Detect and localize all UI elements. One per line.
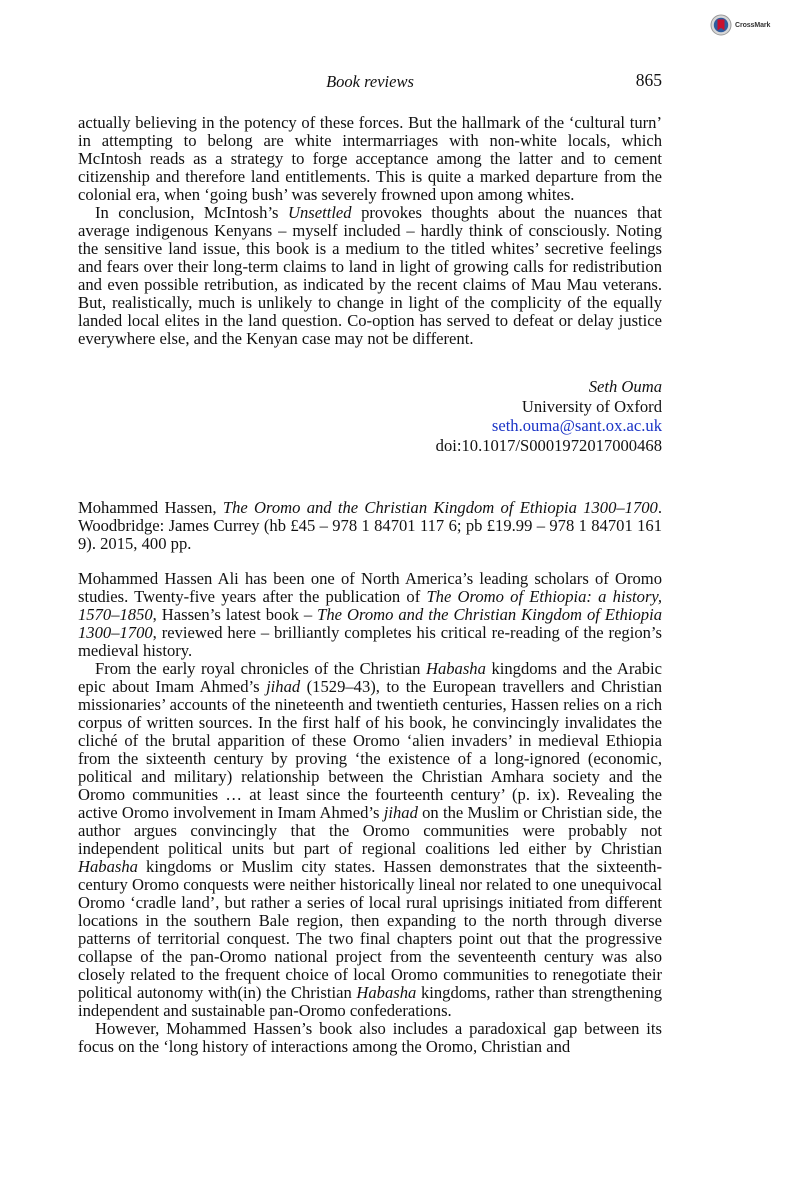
italic-run: Habasha	[78, 857, 138, 876]
reviewer-name: Seth Ouma	[588, 377, 662, 396]
review-2-paragraph-2	[78, 660, 662, 1020]
review-doi: doi:10.1017/S0001972017000468	[435, 435, 662, 455]
crossmark-icon	[710, 14, 732, 36]
text-run: In conclusion, McIntosh’s	[95, 203, 288, 222]
text-run: (1529–43), to the European travellers and Christian missionaries’ accounts of the nineteenth and twentieth centuries, Hassen relies on a rich corpus of written sources. In the first half of his book, he convincingly invalidates the cliché of the brutal apparition of these Oromo ‘alien invaders’ in medieval Ethiopia from the sixteenth century by proving ‘the existence of a long-ignored (economic, political and military) relationship between the Christian Amhara society and the Oromo communities … at least since the fourteenth century’ (p. ix). Revealing the active Oromo involvement in Imam Ahmed’s	[78, 677, 662, 822]
text-run: , Hassen’s latest book –	[152, 605, 318, 624]
review-2-paragraph-3: However, Mohammed Hassen’s book also includes a paradoxical gap between its focus on the ‘long history of interactions among the Oromo, Christian and	[78, 1019, 662, 1056]
italic-run: The Oromo and the Christian Kingdom of Ethiopia 1300–1700	[78, 605, 662, 642]
text-run: kingdoms and the Arabic epic about Imam Ahmed’s	[78, 659, 662, 696]
reviewer-affiliation: University of Oxford	[521, 396, 662, 416]
review-2-paragraph-1	[78, 570, 662, 660]
text-run: Mohammed Hassen Ali has been one of North America’s leading scholars of Oromo studies. Twenty-five years after the publication of	[78, 569, 662, 606]
italic-run: jihad	[266, 677, 301, 696]
text-run: , reviewed here – brilliantly completes his critical re-reading of the region’s medieval history.	[78, 623, 662, 660]
citation-title: The Oromo and the Christian Kingdom of Ethiopia 1300–1700	[222, 498, 658, 517]
review-1-paragraph-2	[78, 204, 662, 348]
citation-details: . Woodbridge: James Currey (hb £45 – 978 1 84701 117 6; pb £19.99 – 978 1 84701 161 9). 2015, 400 pp.	[78, 498, 663, 553]
italic-run: jihad	[383, 803, 418, 822]
italic-run: The Oromo of Ethiopia: a history, 1570–1850	[78, 587, 662, 624]
italic-run: Habasha	[425, 659, 486, 678]
text-run: on the Muslim or Christian side, the author argues convincingly that the Oromo communities were probably not independent political units but part of regional coalitions led either by Christian	[78, 803, 662, 858]
page-number: 865	[635, 70, 662, 90]
reviewer-email-link[interactable]: seth.ouma@sant.ox.ac.uk	[491, 416, 662, 435]
reviewer-signature	[436, 377, 662, 455]
running-title: Book reviews	[326, 72, 414, 91]
book-citation	[78, 499, 662, 553]
review-1-text	[78, 114, 662, 348]
book-title-italic: Unsettled	[288, 203, 352, 222]
running-head	[78, 72, 662, 94]
review-2-text	[78, 570, 662, 1056]
text-run: kingdoms, rather than strengthening independent and sustainable pan-Oromo confederations.	[78, 983, 662, 1020]
crossmark-label: CrossMark	[735, 21, 771, 29]
text-run: provokes thoughts about the nuances that average indigenous Kenyans – myself included – hardly think of consciously. Noting the sensitive land issue, this book is a medium to the titled whites’ secretive feelings and fears over their long-term claims to land in light of growing calls for redistribution and even possible retribution, as indicated by the recent claims of Mau Mau veterans. But, realistically, much is unlikely to change in light of the complicity of the equally landed local elites in the land question. Co-option has served to defeat or delay justice everywhere else, and the Kenyan case may not be different.	[78, 203, 662, 348]
text-run: kingdoms or Muslim city states. Hassen demonstrates that the sixteenth-century Oromo conquests were neither historically lineal nor related to one unequivocal Oromo ‘cradle land’, but rather a series of local rural uprisings initiated from different locations in the southern Bale region, then expanding to the north through diverse patterns of territorial conquest. The two final chapters point out that the progressive collapse of the pan-Oromo national project from the seventeenth century was also closely related to the frequent choice of local Oromo communities to renegotiate their political autonomy with(in) the Christian	[78, 857, 662, 1002]
review-1-paragraph-1: actually believing in the potency of these forces. But the hallmark of the ‘cultural turn’ in attempting to belong are white intermarriages with non-white locals, which McIntosh reads as a strategy to forge acceptance among the latter and to cement citizenship and therefore land entitlements. This is quite a marked departure from the colonial era, when ‘going bush’ was severely frowned upon among whites.	[78, 113, 662, 204]
text-run: From the early royal chronicles of the Christian	[95, 659, 426, 678]
citation-author: Mohammed Hassen,	[78, 498, 223, 517]
italic-run: Habasha	[356, 983, 417, 1002]
crossmark-badge[interactable]	[710, 14, 770, 36]
